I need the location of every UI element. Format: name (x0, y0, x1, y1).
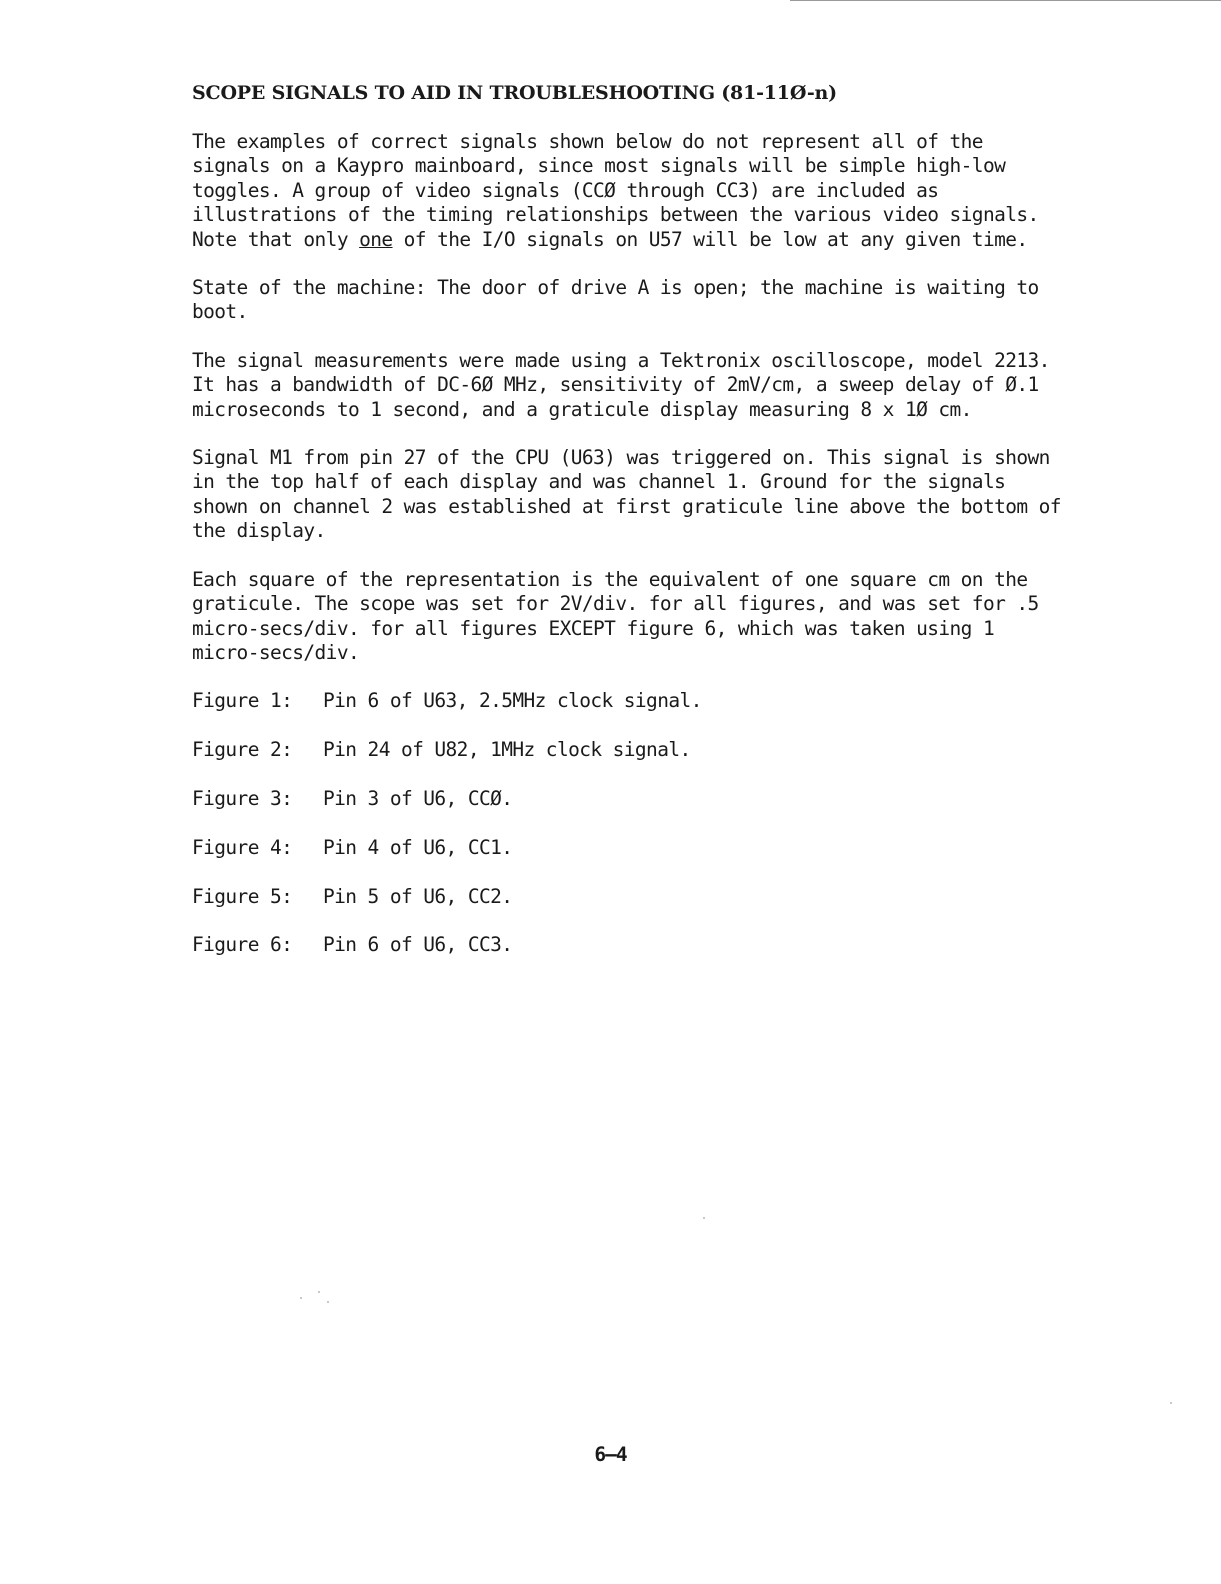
scan-speck (1170, 1402, 1172, 1404)
scan-speck (327, 1301, 329, 1303)
figure-list (192, 689, 1142, 982)
figure-item (192, 787, 1142, 836)
paragraph-intro (192, 130, 1142, 252)
paragraph-scale: Each square of the representation is the equivalent of one square cm on the graticule. The scope was set for 2V/div. for all figures, and was set for .5 micro-secs/div. for all figures EXCEPT figure 6, which was taken using 1 micro-secs/div. (192, 567, 1039, 664)
scan-speck (318, 1291, 320, 1293)
figure-label: Figure 5: (192, 884, 293, 908)
figure-description: Pin 5 of U6, CC2. (323, 884, 513, 908)
figure-description: Pin 24 of U82, 1MHz clock signal. (323, 738, 691, 762)
top-edge-rule (790, 0, 1221, 1)
figure-item (192, 885, 1142, 934)
figure-item (192, 933, 1142, 982)
intro-text-start: The examples of correct signals shown below do not represent all of the signals on a Kaypro mainboard, since most signals will be simple high-low toggles. A group of video signals (CCØ through CC3) are included as illustrations of the timing relationships between the various video signals. Note that only (192, 130, 1039, 251)
figure-description: Pin 4 of U6, CC1. (323, 835, 513, 859)
page-content (192, 80, 1142, 982)
scan-speck (300, 1297, 302, 1299)
figure-description: Pin 3 of U6, CCØ. (323, 786, 513, 810)
figure-description: Pin 6 of U63, 2.5MHz clock signal. (323, 689, 702, 713)
figure-label: Figure 1: (192, 689, 293, 713)
figure-label: Figure 3: (192, 786, 293, 810)
page-title: SCOPE SIGNALS TO AID IN TROUBLESHOOTING (81-11Ø-n) (192, 82, 837, 104)
figure-description: Pin 6 of U6, CC3. (323, 933, 513, 957)
figure-item (192, 836, 1142, 885)
figure-label: Figure 2: (192, 738, 293, 762)
underlined-word: one (359, 227, 393, 251)
page-number: 6—4 (594, 1443, 627, 1466)
scan-speck (703, 1217, 705, 1219)
figure-label: Figure 6: (192, 933, 293, 957)
figure-item (192, 738, 1142, 787)
figure-label: Figure 4: (192, 835, 293, 859)
paragraph-measurements: The signal measurements were made using a Tektronix oscilloscope, model 2213. It has a bandwidth of DC-6Ø MHz, sensitivity of 2mV/cm, a sweep delay of Ø.1 microseconds to 1 second, and a graticule display measuring 8 x 1Ø cm. (192, 348, 1050, 421)
intro-text-end: of the I/O signals on U57 will be low at any given time. (392, 227, 1028, 251)
paragraph-machine-state: State of the machine: The door of drive A is open; the machine is waiting to boot. (192, 276, 1039, 324)
figure-item (192, 689, 1142, 738)
paragraph-trigger: Signal M1 from pin 27 of the CPU (U63) was triggered on. This signal is shown in the top half of each display and was channel 1. Ground for the signals shown on channel 2 was established at first graticule line above the bottom of the display. (192, 446, 1061, 543)
